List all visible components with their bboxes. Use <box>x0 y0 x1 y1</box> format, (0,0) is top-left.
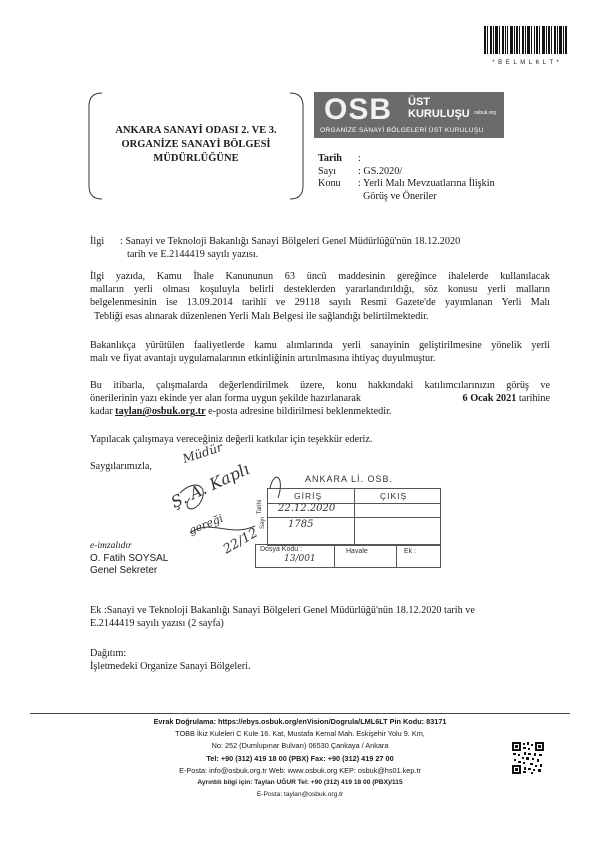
qr-code <box>512 742 544 774</box>
stamp-tarih-label: Tarihi <box>257 499 264 515</box>
addressee-line-1: ANKARA SANAYİ ODASI 2. VE 3. <box>115 125 277 136</box>
stamp-grid <box>267 488 441 546</box>
closing-text: Saygılarımızla, <box>90 461 152 472</box>
logo-ust-text: ÜST <box>408 96 430 108</box>
footer-divider <box>30 713 570 714</box>
footer-ayrinti: Ayrıntılı bilgi için: Taylan UĞUR Tel: +90 (312) 419 18 00 (PBX)/115 <box>197 779 403 787</box>
p3-line-2: önerilerinin yazı ekinde yer alan forma uygun şekilde hazırlanarak <box>90 393 361 405</box>
ilgi-line-1: : Sanayi ve Teknoloji Bakanlığı Sanayi Bölgeleri Genel Müdürlüğü'nün 18.12.2020 <box>120 236 461 247</box>
handwriting-line-1: Müdür <box>180 439 225 467</box>
p1-line-1: İlgi yazıda, Kamu İhale Kanununun 63 üncü maddesinin gereğince ihalelerde kullanılacak <box>90 271 550 282</box>
ilgi-label: İlgi <box>90 236 105 247</box>
paragraph-4: Yapılacak çalışmaya vereceğiniz değerli katkılar için teşekkür ederiz. <box>90 434 373 445</box>
handwriting-line-3: gereği <box>186 511 226 538</box>
stamp-bottom-row <box>255 544 441 568</box>
addressee-line-2: ORGANİZE SANAYİ BÖLGESİ <box>121 139 271 150</box>
addressee-bracket <box>88 92 304 200</box>
footer-web: E-Posta: info@osbuk.org.tr Web: www.osbuk.org KEP: osbuk@hs01.kep.tr <box>179 765 421 775</box>
paragraph-2 <box>90 339 550 365</box>
signer-name: O. Fatih SOYSAL <box>90 552 169 564</box>
stamp-dosya-value: 13/001 <box>284 554 316 564</box>
stamp-ek-label: Ek : <box>404 548 417 555</box>
logo-subtitle: ORGANİZE SANAYİ BÖLGELERİ ÜST KURULUŞU <box>320 127 484 134</box>
tarih-label: Tarih <box>318 153 342 164</box>
konu-label: Konu <box>318 178 341 189</box>
stamp-header: ANKARA Lİ. OSB. <box>305 474 394 484</box>
stamp-dosya-label: Dosya Kodu : <box>260 546 303 553</box>
stamp-giris-date: 22.12.2020 <box>278 503 336 514</box>
stamp-cikis: ÇIKIŞ <box>380 491 408 501</box>
konu-value-1: : Yerli Malı Mevzuatlarına İlişkin <box>358 178 495 189</box>
footer-eposta: E-Posta: taylan@osbuk.org.tr <box>256 791 344 799</box>
addressee-line-3: MÜDÜRLÜĞÜNE <box>153 153 239 164</box>
sayi-value: : GS.2020/ <box>358 165 403 177</box>
paragraph-3 <box>90 379 550 419</box>
osb-logo <box>314 92 504 138</box>
barcode <box>484 26 568 66</box>
signature-block <box>90 540 168 578</box>
p2-line-1: Bakanlıkça yürütülen faaliyetlerde kamu alımlarında yerli sanayinin geliştirilmesine yönelik yerli <box>90 340 550 351</box>
barcode-bars <box>484 26 568 54</box>
stamp-giris-no: 1785 <box>288 519 314 530</box>
qr-code-graphic <box>512 742 544 774</box>
stamp-sayi-label: Sayı <box>260 516 267 530</box>
ilgi-block <box>90 235 550 261</box>
p3-line-2-end: tarihine <box>518 393 550 405</box>
footer-address-1: TOBB İkiz Kuleleri C Kule 16. Kat, Mustafa Kemal Mah. Eskişehir Yolu 9. Km, <box>175 729 425 739</box>
dagitim-block <box>90 647 550 673</box>
footer-evrak: Evrak Doğrulama: https://ebys.osbuk.org/enVision/Dogrula/LML6LT Pin Kodu: 83171 <box>153 717 447 726</box>
ek-block <box>90 604 560 630</box>
ek-line-1: Ek :Sanayi ve Teknoloji Bakanlığı Sanayi Bölgeleri Genel Müdürlüğü'nün 18.12.2020 tarih ve <box>90 605 475 616</box>
stamp-havale-label: Havale <box>346 548 368 555</box>
p1-line-3: belgelenmesinin ise 13.09.2014 tarihli ve 29118 sayılı Resmi Gazete'de yayımlanan Yerli Malı <box>90 297 550 309</box>
ek-line-2: E.2144419 sayılı yazısı (2 sayfa) <box>90 618 224 630</box>
p3-line-1: Bu itibarla, çalışmalarda değerlendirilmek üzere, konu hakkındaki katılımcılarınızın görüş ve <box>90 380 550 391</box>
p3-line-3-end: e-posta adresine bildirilmesi beklenmektedir. <box>208 406 392 418</box>
footer <box>100 716 500 801</box>
signer-title: Genel Sekreter <box>90 565 158 576</box>
stamp-giris: GİRİŞ <box>294 491 323 501</box>
paragraph-1 <box>90 270 550 323</box>
p1-line-4: Tebliği esas alınarak düzenlenen Yerli Malı Belgesi ile sağlandığı belirtilmektedir. <box>94 310 429 322</box>
incoming-stamp <box>255 474 443 574</box>
footer-address-2: No: 252 (Dumlupınar Bulvarı) 06530 Çankaya / Ankara <box>211 741 389 751</box>
logo-osb-text: OSB <box>324 93 393 126</box>
ilgi-line-2: tarih ve E.2144419 sayılı yazısı. <box>127 249 259 261</box>
eimza-text: e-imzalıdır <box>90 541 132 551</box>
sayi-label: Sayı <box>318 165 337 177</box>
konu-value-2: Görüş ve Öneriler <box>363 190 437 202</box>
p3-line-3-start: kadar <box>90 406 113 418</box>
tarih-sep: : <box>358 153 361 164</box>
dagitim-label: Dağıtım: <box>90 648 127 659</box>
handwriting-line-4: 22/12 <box>220 525 261 558</box>
dagitim-value: İşletmedeki Organize Sanayi Bölgeleri. <box>90 661 251 673</box>
handwriting-line-2: Ş. A. Kaplı <box>167 459 253 512</box>
meta-block <box>318 153 548 203</box>
logo-kurulusu-text: KURULUŞU <box>408 108 470 120</box>
p3-date: 6 Ocak 2021 <box>462 393 517 405</box>
p3-email-link[interactable]: taylan@osbuk.org.tr <box>115 406 206 418</box>
barcode-text: * B E L M L 6 L T * <box>492 60 560 66</box>
footer-tel: Tel: +90 (312) 419 18 00 (PBX) Fax: +90 (312) 419 27 00 <box>206 753 394 763</box>
p1-line-2: malların yerli olması koşuluyla belirli desteklerden yararlandırıldığı, söz konusu yerli malların <box>90 284 550 296</box>
logo-web-text: osbuk.org <box>474 110 496 116</box>
p2-line-2: malı ve fiyat avantajı uygulamalarının etkinliğinin artırılmasına ihtiyaç duyulmuştur. <box>90 353 436 365</box>
